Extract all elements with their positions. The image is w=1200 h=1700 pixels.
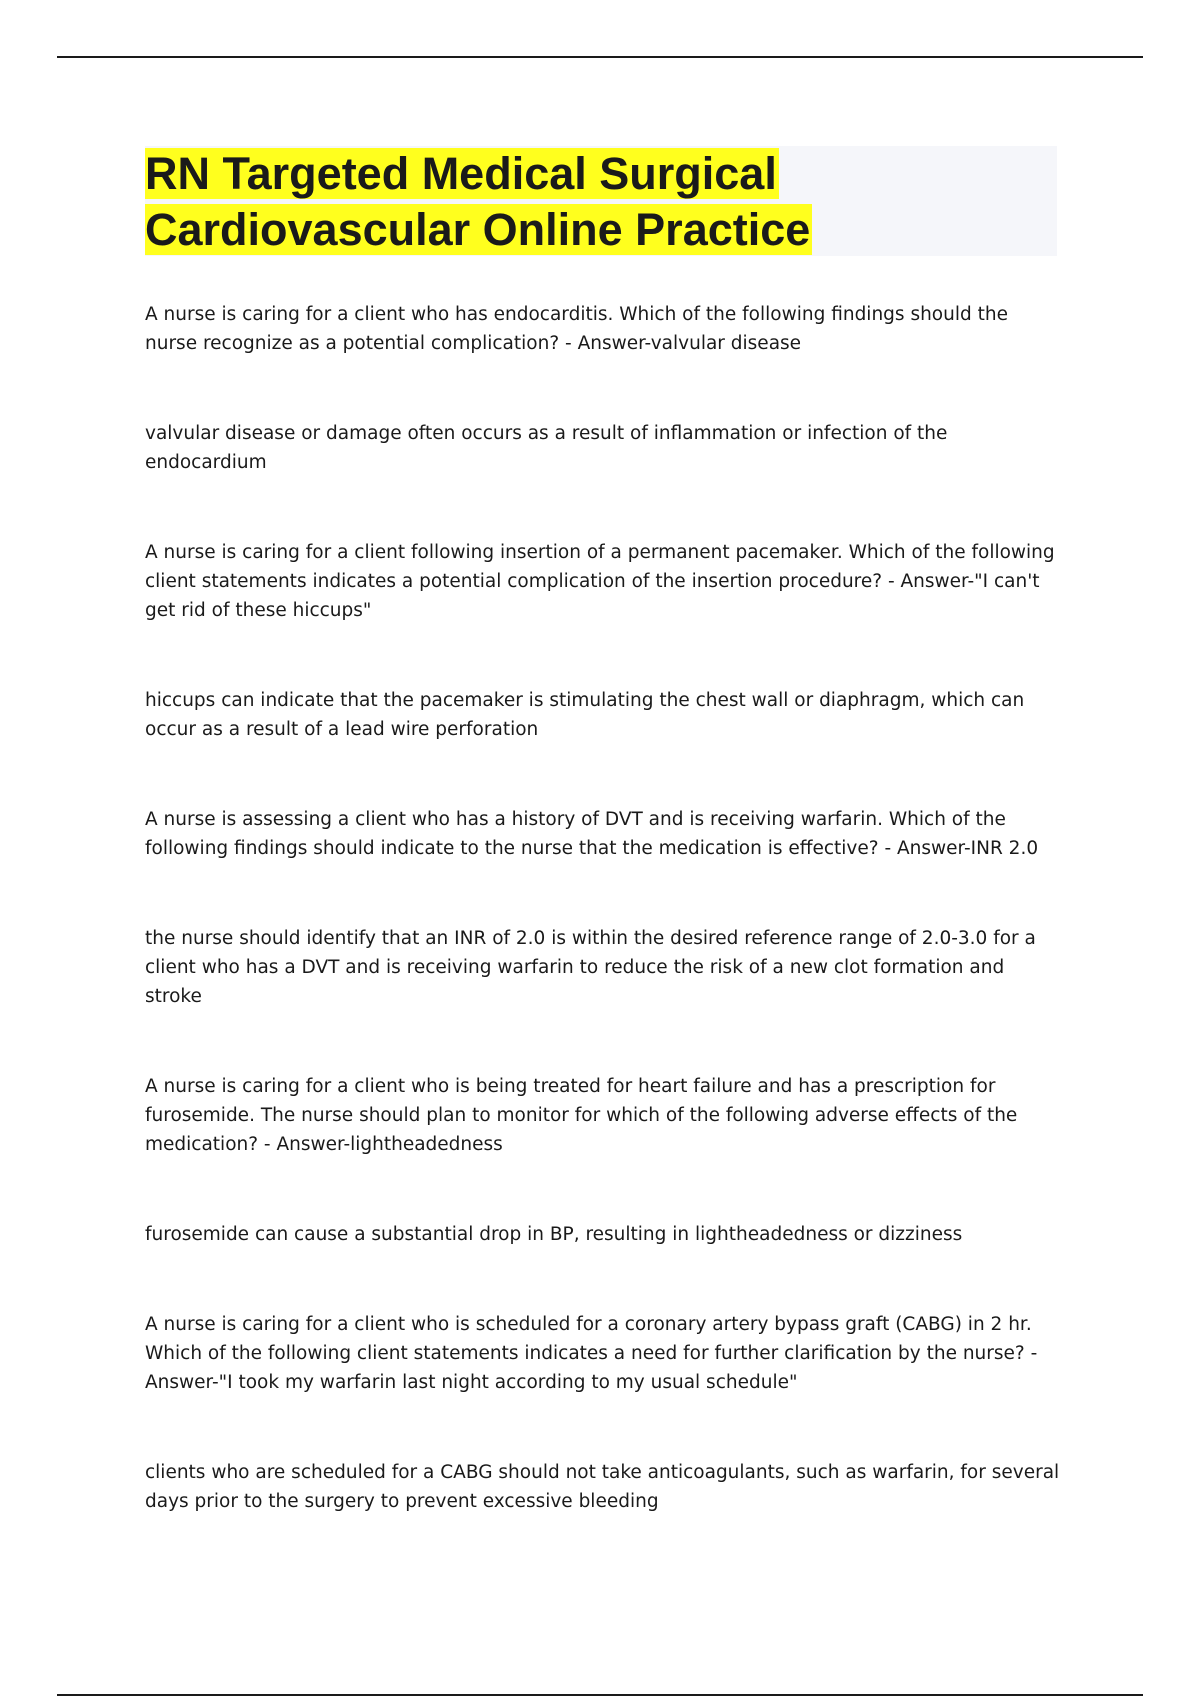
question-5: A nurse is caring for a client who is scheduled for a coronary artery bypass graft (CABG) in 2 hr. Which of the following client statements indicates a need for further clarification by the nurse? - Answer-"I took my warfarin last night according to my usual schedule" (145, 1314, 1038, 1393)
rationale-2: hiccups can indicate that the pacemaker is stimulating the chest wall or diaphragm, which can occur as a result of a lead wire perforation (145, 690, 1025, 740)
top-divider (57, 56, 1143, 58)
rationale-4: furosemide can cause a substantial drop in BP, resulting in lightheadedness or dizziness (145, 1224, 963, 1245)
document-body (145, 300, 1065, 1577)
title-line-1: RN Targeted Medical Surgical (145, 148, 777, 199)
rationale-5: clients who are scheduled for a CABG should not take anticoagulants, such as warfarin, for several days prior to the surgery to prevent excessive bleeding (145, 1462, 1060, 1512)
question-2: A nurse is caring for a client following insertion of a permanent pacemaker. Which of the following client statements indicates a potential complication of the insertion procedure? - Answer-"I can't get rid of these hiccups" (145, 542, 1055, 621)
rationale-1: valvular disease or damage often occurs as a result of inflammation or infection of the endocardium (145, 423, 948, 473)
title-block (145, 146, 1057, 256)
bottom-divider (57, 1694, 1143, 1696)
question-3: A nurse is assessing a client who has a history of DVT and is receiving warfarin. Which of the following findings should indicate to the nurse that the medication is effective? - Answer-INR 2.0 (145, 809, 1039, 859)
question-4: A nurse is caring for a client who is being treated for heart failure and has a prescription for furosemide. The nurse should plan to monitor for which of the following adverse effects of the medication? - Answer-lightheadedness (145, 1076, 1018, 1155)
question-1: A nurse is caring for a client who has endocarditis. Which of the following findings should the nurse recognize as a potential complication? - Answer-valvular disease (145, 304, 1008, 354)
rationale-3: the nurse should identify that an INR of 2.0 is within the desired reference range of 2.0-3.0 for a client who has a DVT and is receiving warfarin to reduce the risk of a new clot formation and stroke (145, 928, 1036, 1007)
page-title (145, 146, 1057, 258)
title-line-2: Cardiovascular Online Practice (145, 204, 811, 255)
